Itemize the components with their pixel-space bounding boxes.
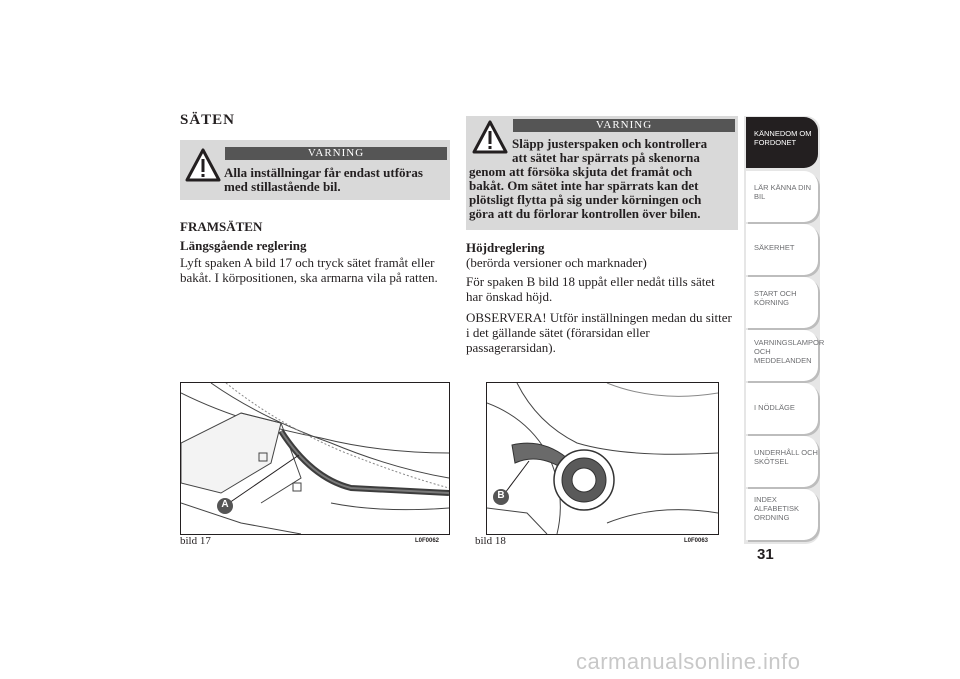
- callout-b: B: [497, 490, 505, 501]
- tab-index[interactable]: [746, 489, 818, 540]
- warning-label: VARNING: [225, 147, 447, 160]
- height-note: (berörda versioner och marknader): [466, 255, 647, 270]
- tab-label: VARNINGSLAMPOR: [754, 338, 825, 347]
- tab-label: KÖRNING: [754, 298, 790, 307]
- warning-triangle-icon: [185, 148, 221, 182]
- tab-sakerhet[interactable]: [746, 224, 818, 275]
- tab-i-nodlage[interactable]: [746, 383, 818, 434]
- warning-triangle-icon: [472, 120, 508, 154]
- tab-label: INDEX: [754, 495, 777, 504]
- watermark: carmanualsonline.info: [576, 649, 801, 674]
- tab-label: FORDONET: [754, 138, 797, 147]
- tab-label: MEDDELANDEN: [754, 356, 812, 365]
- tab-label: UNDERHÅLL OCH: [754, 448, 818, 457]
- paragraph-line: OBSERVERA! Utför inställningen medan du sitter: [466, 310, 732, 325]
- tab-lar-kanna-din-bil[interactable]: [746, 171, 818, 222]
- tab-label: I NÖDLÄGE: [754, 403, 795, 412]
- figure-18: [486, 382, 719, 535]
- height-paragraph-2: [466, 310, 732, 355]
- tab-varningslampor[interactable]: [746, 330, 825, 381]
- warning-text-2: [512, 137, 707, 165]
- warning-line: med stillastående bil.: [224, 179, 341, 194]
- section-title: SÄTEN: [180, 112, 236, 128]
- paragraph-line: Lyft spaken A bild 17 och tryck sätet framåt eller: [180, 255, 435, 270]
- longitudinal-paragraph: [180, 255, 438, 285]
- paragraph-line: har önskad höjd.: [466, 289, 553, 304]
- warning-text-1: [224, 166, 423, 194]
- tab-start-och-korning[interactable]: [746, 277, 818, 328]
- tab-underhall-och-skotsel[interactable]: [746, 436, 818, 487]
- seat-height-lever-illustration: [487, 383, 718, 534]
- warning-label: VARNING: [513, 119, 735, 132]
- paragraph-line: i det gällande sätet (förarsidan eller: [466, 325, 650, 340]
- figure-17: [180, 382, 450, 535]
- height-paragraph-1: [466, 274, 715, 304]
- tab-label: ALFABETISK: [754, 504, 800, 513]
- warning-line: bakåt. Om sätet inte har spärrats kan det: [469, 178, 699, 193]
- warning-text-2-cont: [469, 165, 701, 221]
- figure-18-caption: bild 18: [475, 535, 506, 547]
- tab-label: SÄKERHET: [754, 243, 795, 252]
- tab-kannedom-om-fordonet[interactable]: [746, 117, 818, 168]
- figure-17-code: L0F0062: [415, 538, 440, 544]
- warning-line: genom att försöka skjuta det framåt och: [469, 164, 693, 179]
- warning-line: Släpp justerspaken och kontrollera: [512, 136, 708, 151]
- tab-label: START OCH: [754, 289, 797, 298]
- figure-17-caption: bild 17: [180, 535, 211, 547]
- tab-label: LÄR KÄNNA DIN: [754, 183, 812, 192]
- warning-line: göra att du förlorar kontrollen över bilen.: [469, 206, 701, 221]
- callout-a: A: [221, 499, 229, 510]
- page-number: 31: [757, 546, 774, 563]
- warning-line: Alla inställningar får endast utföras: [224, 165, 423, 180]
- paragraph-line: passagerarsidan).: [466, 340, 556, 355]
- tab-label: KÄNNEDOM OM: [754, 129, 812, 138]
- paragraph-line: För spaken B bild 18 uppåt eller nedåt tills sätet: [466, 274, 715, 289]
- warning-box-2: [466, 116, 738, 230]
- seat-lever-illustration: [181, 383, 449, 534]
- height-subheading: Höjdreglering: [466, 240, 545, 255]
- tab-label: OCH: [754, 347, 771, 356]
- figure-18-code: L0F0063: [684, 538, 709, 544]
- tab-label: SKÖTSEL: [754, 457, 789, 466]
- paragraph-line: bakåt. I körpositionen, ska armarna vila på ratten.: [180, 270, 438, 285]
- longitudinal-subheading: Längsgående reglering: [180, 238, 307, 253]
- warning-line: att sätet har spärrats på skenorna: [512, 150, 700, 165]
- front-seats-heading: FRAMSÄTEN: [180, 219, 263, 234]
- tab-label: ORDNING: [754, 513, 790, 522]
- warning-box-1: [180, 140, 450, 200]
- tab-label: BIL: [754, 192, 766, 201]
- warning-line: plötsligt flytta på sig under körningen och: [469, 192, 702, 207]
